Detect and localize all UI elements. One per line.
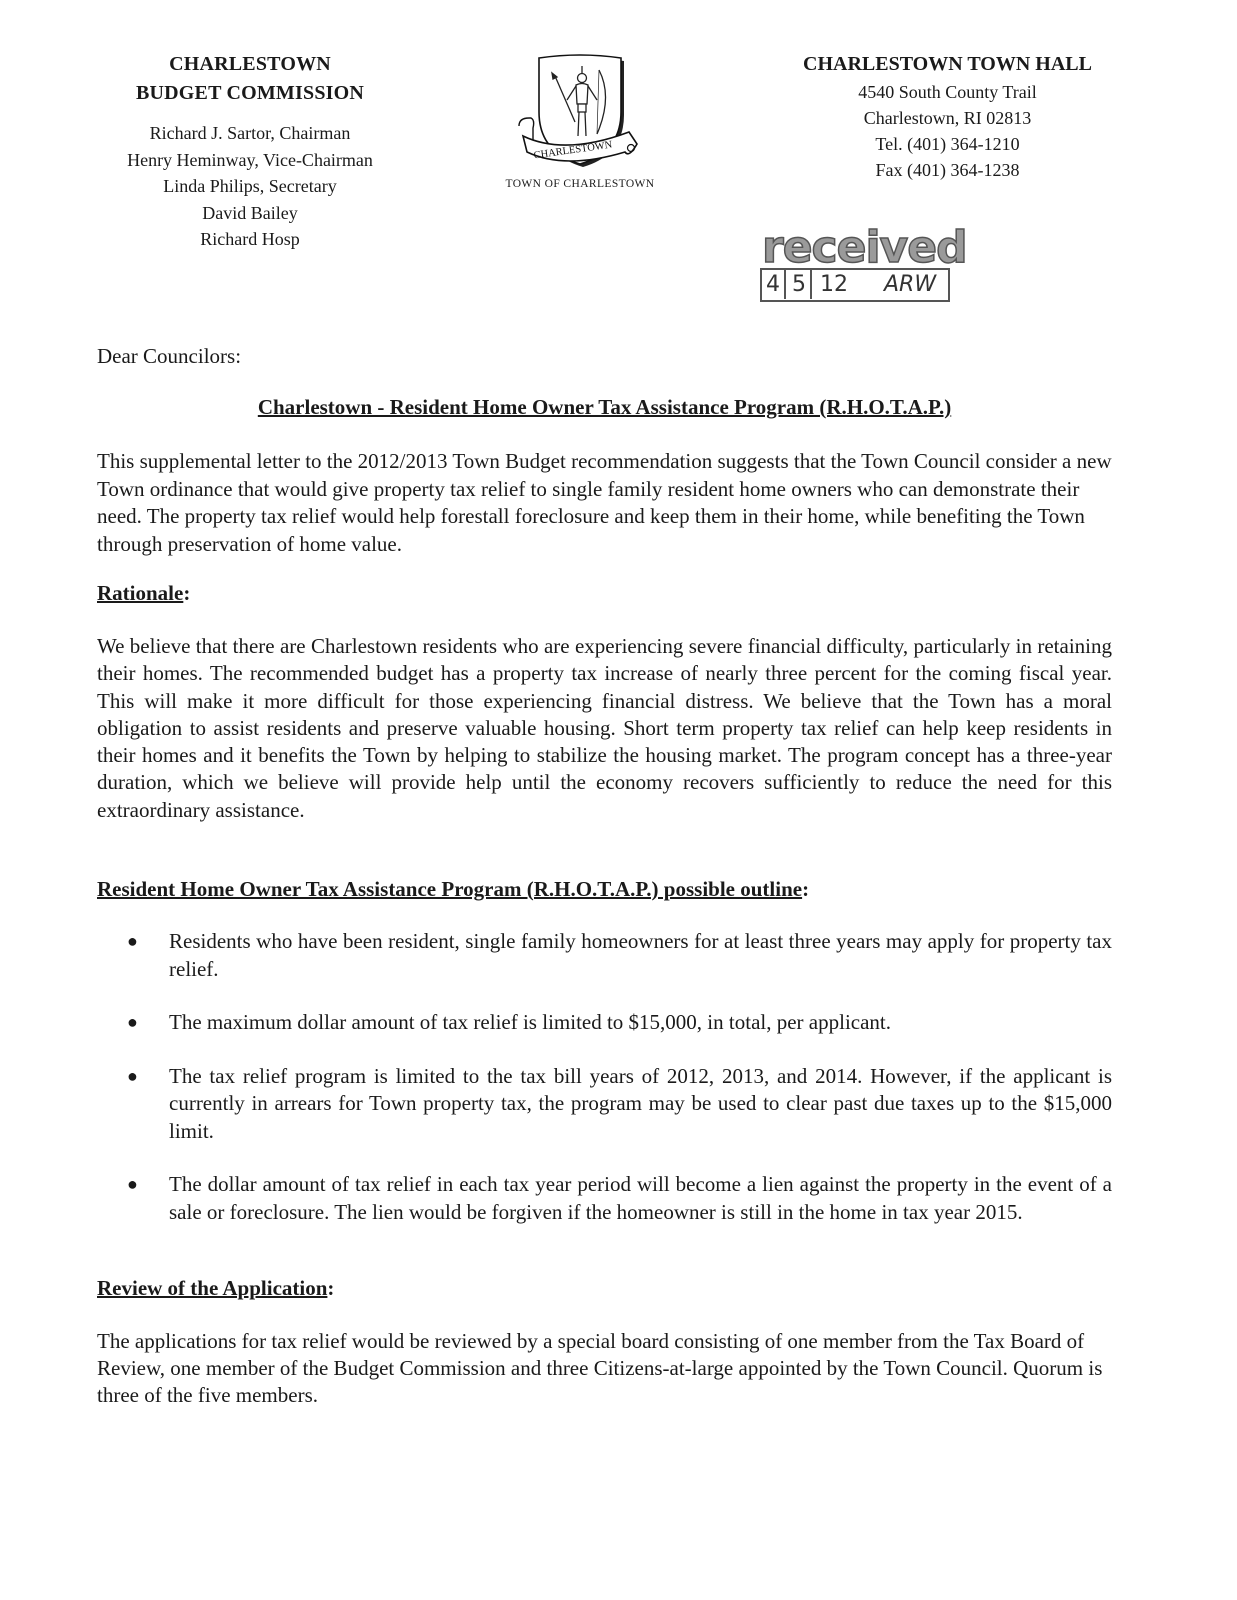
seal-caption: TOWN OF CHARLESTOWN <box>505 178 655 190</box>
outline-heading: Resident Home Owner Tax Assistance Program (R.H.O.T.A.P.) possible outline: <box>97 877 810 901</box>
address-line: 4540 South County Trail <box>858 82 1037 102</box>
stamp-day: 5 <box>792 272 806 297</box>
town-hall-header <box>770 50 1125 183</box>
review-heading-text: Review of the Application <box>97 1276 328 1300</box>
outline-list <box>97 928 1112 1252</box>
bullet-icon: ● <box>127 1065 138 1086</box>
stamp-month: 4 <box>766 272 780 297</box>
stamp-divider <box>810 269 812 299</box>
bullet-icon: ● <box>127 1012 138 1032</box>
list-item: ● The tax relief program is limited to the tax bill years of 2012, 2013, and 2014. However, if the applicant is currently in arrears for Town property tax, the program may be used to clear past due taxes up to the $15,000 limit. <box>97 1063 1112 1146</box>
outline-heading-text: Resident Home Owner Tax Assistance Program (R.H.O.T.A.P.) possible outline <box>97 877 803 901</box>
budget-commission-header <box>100 50 400 253</box>
received-stamp-word: received <box>762 222 967 273</box>
commission-name-line1: CHARLESTOWN <box>169 53 331 75</box>
address-line: Charlestown, RI 02813 <box>863 108 1032 128</box>
member-name: Linda Philips, Secretary <box>163 176 337 196</box>
stamp-divider <box>784 269 786 299</box>
member-name: Henry Heminway, Vice-Chairman <box>127 149 373 170</box>
town-seal-icon <box>505 52 655 170</box>
letter-title-text: Charlestown - Resident Home Owner Tax Assistance Program (R.H.O.T.A.P.) <box>257 395 952 419</box>
intro-paragraph: This supplemental letter to the 2012/2013 Town Budget recommendation suggests that the Town Council consider a new Town ordinance that would give property tax relief to single family resident home owners who can demonstrate their need. The property tax relief would help forestall foreclosure and keep them in their home, while benefiting the Town through preservation of home value. <box>97 449 1112 556</box>
received-stamp <box>760 222 967 306</box>
fax-line: Fax (401) 364-1238 <box>875 160 1020 180</box>
salutation: Dear Councilors: <box>97 344 242 368</box>
seal-banner-text: CHARLESTOWN <box>533 139 613 162</box>
review-paragraph: The applications for tax relief would be reviewed by a special board consisting of one member from the Tax Board of Review, one member of the Budget Commission and three Citizens-at-large appointed by the Town Council. Quorum is three of the five members. <box>97 1329 1103 1407</box>
list-item: ● The maximum dollar amount of tax relief is limited to $15,000, in total, per applicant. <box>97 1009 1112 1037</box>
review-heading: Review of the Application: <box>97 1276 335 1300</box>
rationale-heading: Rationale: <box>97 581 191 605</box>
bullet-icon: ● <box>127 1174 138 1194</box>
rationale-paragraph: We believe that there are Charlestown residents who are experiencing severe financial difficulty, particularly in retaining their homes. The recommended budget has a property tax increase of nearly three percent for the coming fiscal year. This will make it more difficult for those experiencing financial distress. We believe that the Town has a moral obligation to assist residents and preserve valuable housing. Short term property tax relief can help keep residents in their homes and it benefits the Town by helping to stabilize the housing market. The program concept has a three-year duration, which we believe will provide help until the economy recovers sufficiently to reduce the need for this extraordinary assistance. <box>97 634 1112 822</box>
bullet-icon: ● <box>127 931 138 951</box>
received-stamp-date-box <box>760 268 950 302</box>
list-item: ● Residents who have been resident, single family homeowners for at least three years may apply for property tax relief. <box>97 928 1112 983</box>
stamp-year: 12 <box>820 272 848 297</box>
member-list <box>100 120 400 253</box>
town-seal-block <box>480 52 680 190</box>
town-hall-name: CHARLESTOWN TOWN HALL <box>803 53 1092 75</box>
letter-title <box>97 395 1112 420</box>
commission-name-line2: BUDGET COMMISSION <box>135 82 365 104</box>
phone-line: Tel. (401) 364-1210 <box>875 134 1020 154</box>
member-name: Richard Hosp <box>200 229 300 249</box>
rationale-heading-text: Rationale <box>97 581 184 605</box>
list-item: ● The dollar amount of tax relief in each tax year period will become a lien against the property in the event of a sale or foreclosure. The lien would be forgiven if the homeowner is still in the home in tax year 2015. <box>97 1171 1112 1226</box>
member-name: David Bailey <box>202 202 298 223</box>
member-name: Richard J. Sartor, Chairman <box>149 123 351 143</box>
stamp-initials: ARW <box>884 272 937 297</box>
